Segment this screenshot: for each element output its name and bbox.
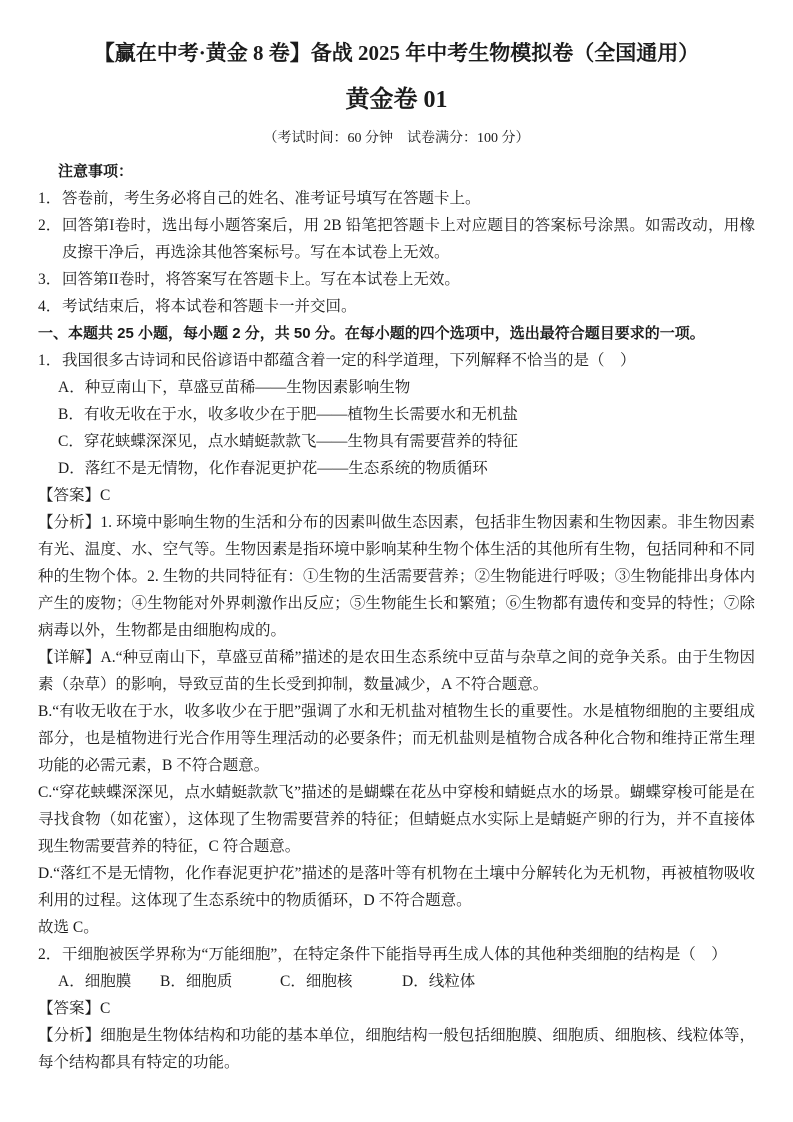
notice-item-text: 回答第II卷时，将答案写在答题卡上。写在本试卷上无效。 — [62, 271, 460, 288]
question-number: 2． — [38, 946, 62, 963]
option-a: A．种豆南山下，草盛豆苗稀——生物因素影响生物 — [58, 379, 411, 396]
notice-item-text: 考试结束后，将本试卷和答题卡一并交回。 — [62, 298, 357, 315]
notice-item-text: 答卷前，考生务必将自己的姓名、准考证号填写在答题卡上。 — [62, 190, 481, 207]
notice-item-number: 4． — [38, 298, 62, 315]
answer-line — [38, 995, 755, 1022]
detail-paragraph: C.“穿花蛱蝶深深见，点水蜻蜓款款飞”描述的是蝴蝶在花丛中穿梭和蜻蜓点水的场景。蝴蝶穿梭可能是在寻找食物（如花蜜），这体现了生物需要营养的特征；但蜻蜓点水实际上是蜻蜓产卵的行为，并不直接体现生物需要营养的特征，C 符合题意。 — [38, 784, 755, 855]
exam-meta-line: （考试时间：60 分钟 试卷满分：100 分） — [263, 131, 530, 146]
answer-line — [38, 482, 755, 509]
notice-item — [38, 212, 755, 266]
option-d: D．线粒体 — [402, 973, 476, 990]
notice-item-number: 2． — [38, 217, 62, 234]
option-c: C．穿花蛱蝶深深见，点水蜻蜓款款飞——生物具有需要营养的特征 — [58, 433, 518, 450]
question-number: 1． — [38, 352, 62, 369]
detail-text: A.“种豆南山下，草盛豆苗稀”描述的是农田生态系统中豆苗与杂草之间的竞争关系。由于生物因素（杂草）的影响，导致豆苗的生长受到抑制，数量减少，A 不符合题意。 — [38, 649, 755, 693]
answer-label: 【答案】 — [38, 487, 101, 504]
question-stem-text: 我国很多古诗词和民俗谚语中都蕴含着一定的科学道理，下列解释不恰当的是（ ） — [62, 352, 636, 369]
detail-paragraph — [38, 644, 755, 698]
notice-item-text: 回答第I卷时，选出每小题答案后，用 2B 铅笔把答题卡上对应题目的答案标号涂黑。如需改动，用橡皮擦干净后，再选涂其他答案标号。写在本试卷上无效。 — [62, 217, 755, 261]
detail-paragraph: B.“有收无收在于水，收多收少在于肥”强调了水和无机盐对植物生长的重要性。水是植物细胞的主要组成部分，也是植物进行光合作用等生理活动的必要条件；而无机盐则是植物合成各种化合物和维持正常生理功能的必需元素，B 不符合题意。 — [38, 703, 755, 774]
notice-item — [38, 293, 755, 320]
analysis-paragraph — [38, 509, 755, 644]
notice-item — [38, 185, 755, 212]
analysis-paragraph — [38, 1022, 755, 1076]
analysis-label: 【分析】 — [38, 514, 101, 531]
question-stem — [38, 347, 755, 374]
question-1 — [38, 347, 755, 941]
option-d: D．落红不是无情物，化作春泥更护花——生态系统的物质循环 — [58, 460, 488, 477]
option-a: A．细胞膜 — [58, 973, 132, 990]
detail-paragraph: D.“落红不是无情物，化作春泥更护花”描述的是落叶等有机物在土壤中分解转化为无机物，再被植物吸收利用的过程。这体现了生态系统中的物质循环，D 不符合题意。 — [38, 865, 755, 909]
options-row — [38, 968, 755, 995]
question-stem — [38, 941, 755, 968]
question-stem-text: 干细胞被医学界称为“万能细胞”，在特定条件下能指导再生成人体的其他种类细胞的结构是（ ） — [62, 946, 727, 963]
page-title: 【赢在中考·黄金 8 卷】备战 2025 年中考生物模拟卷（全国通用） — [93, 41, 700, 65]
answer-value: C — [100, 487, 111, 504]
notice-item-number: 1． — [38, 190, 62, 207]
notice-heading: 注意事项： — [58, 163, 134, 180]
analysis-text: 1. 环境中影响生物的生活和分布的因素叫做生态因素，包括非生物因素和生物因素。非生物因素有光、温度、水、空气等。生物因素是指环境中影响某种生物个体生活的其他所有生物，包括同种和不同种的生物个体。2. 生物的共同特征有：①生物的生活需要营养；②生物能进行呼吸；③生物能排出身体内产生的废物；④生物能对外界刺激作出反应；⑤生物能生长和繁殖；⑥生物都有遗传和变异的特性；⑦除病毒以外，生物都是由细胞构成的。 — [38, 514, 755, 639]
detail-conclusion: 故选 C。 — [38, 919, 99, 936]
notice-item — [38, 266, 755, 293]
option-b: B．细胞质 — [160, 973, 233, 990]
option-b: B．有收无收在于水，收多收少在于肥——植物生长需要水和无机盐 — [58, 406, 518, 423]
section-heading: 一、本题共 25 小题，每小题 2 分，共 50 分。在每小题的四个选项中，选出最符合题目要求的一项。 — [38, 325, 705, 342]
notice-section — [38, 158, 755, 320]
analysis-label: 【分析】 — [38, 1027, 101, 1044]
answer-label: 【答案】 — [38, 1000, 101, 1017]
option-c: C．细胞核 — [280, 973, 353, 990]
notice-item-number: 3． — [38, 271, 62, 288]
question-2 — [38, 941, 755, 1076]
detail-label: 【详解】 — [38, 649, 101, 666]
paper-subtitle: 黄金卷 01 — [345, 87, 448, 113]
answer-value: C — [100, 1000, 111, 1017]
analysis-text: 细胞是生物体结构和功能的基本单位，细胞结构一般包括细胞膜、细胞质、细胞核、线粒体等，每个结构都具有特定的功能。 — [38, 1027, 755, 1071]
